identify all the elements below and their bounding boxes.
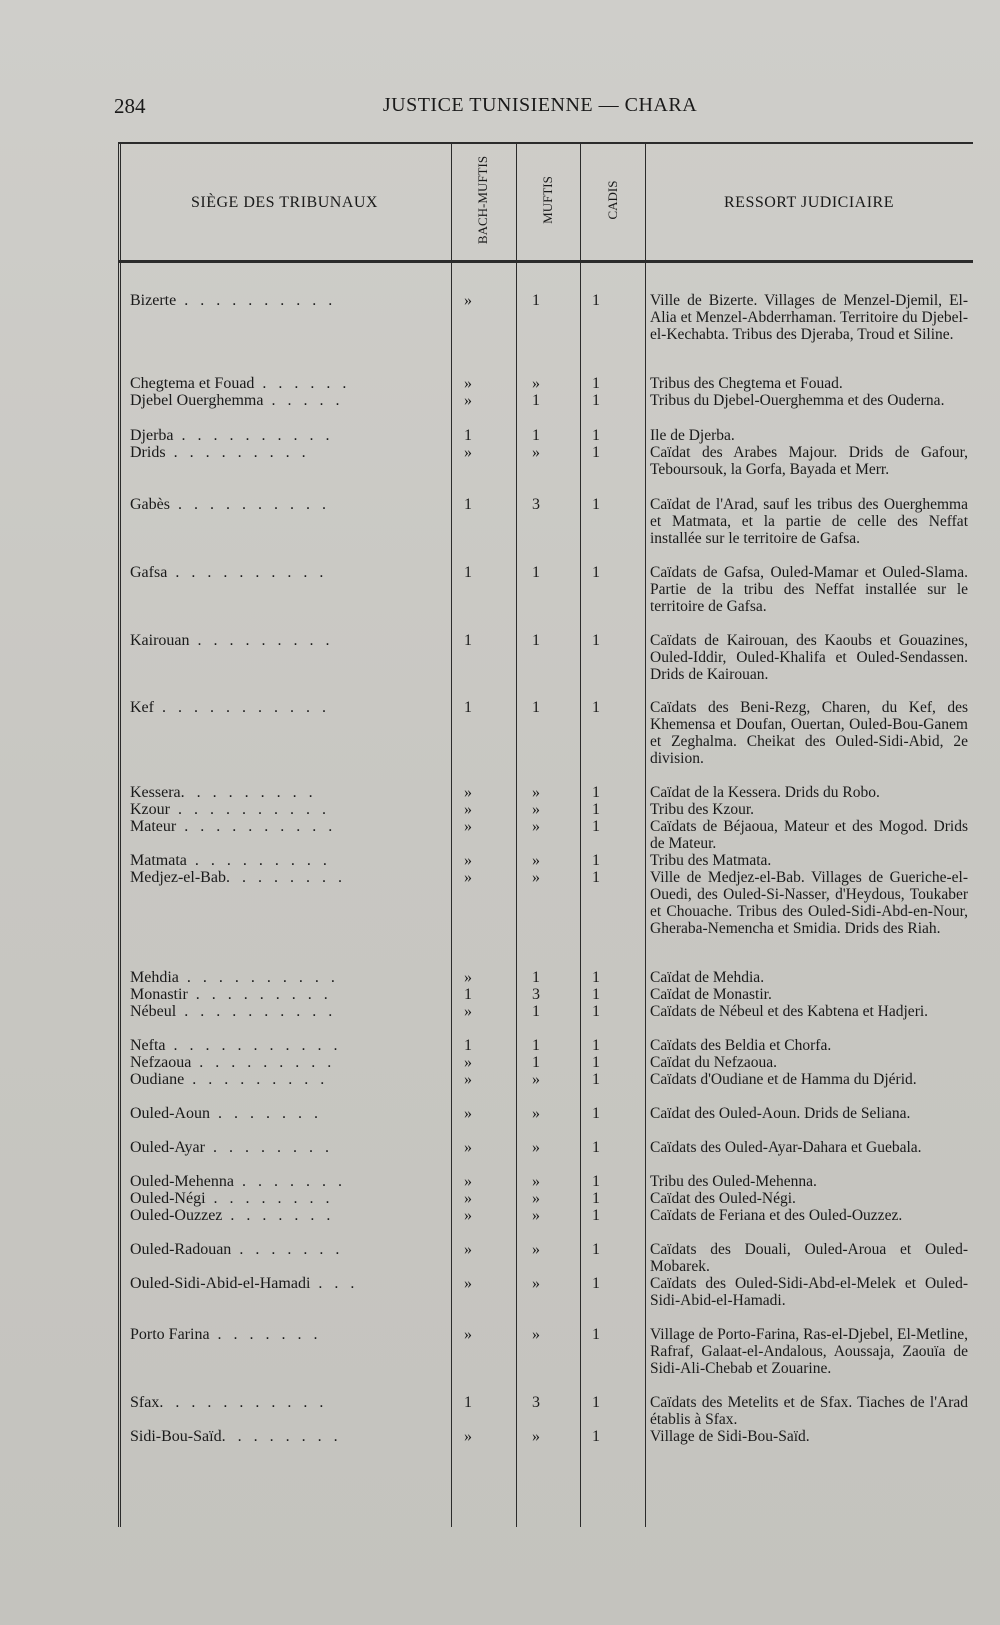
cadi-count: 1: [592, 1071, 600, 1088]
mufti-count: 3: [532, 1394, 540, 1411]
dot-leader: . . . . . . .: [231, 1241, 344, 1258]
dot-leader: . . . . . . . .: [221, 1428, 342, 1445]
jurisdiction-text: Village de Sidi-Bou-Saïd.: [650, 1428, 810, 1445]
dot-leader: . . . . . . . . . .: [178, 969, 339, 986]
seat-cell: [130, 1054, 440, 1071]
seat-cell: [130, 869, 440, 886]
col-divider-1: [451, 142, 452, 1527]
column-header-muftis: MUFTIS: [540, 176, 555, 224]
jurisdiction-text: Caïdats d'Oudiane et de Hamma du Djérid.: [650, 1071, 917, 1088]
cadi-count: 1: [592, 392, 600, 409]
bach-mufti-count: »: [464, 1207, 472, 1224]
seat-cell: [130, 564, 440, 581]
jurisdiction-text: Caïdat du Nefzaoua.: [650, 1054, 777, 1071]
cadi-count: 1: [592, 1394, 600, 1411]
cadi-count: 1: [592, 699, 600, 716]
seat-name: Mateur: [130, 818, 177, 835]
seat-cell: [130, 632, 440, 649]
cadi-count: 1: [592, 1190, 600, 1207]
bach-mufti-count: 1: [464, 986, 472, 1003]
seat-cell: [130, 818, 440, 835]
seat-cell: [130, 292, 440, 309]
seat-cell: [130, 1105, 440, 1122]
mufti-count: »: [532, 1428, 540, 1445]
jurisdiction-text: Caïdats de Gafsa, Ouled-Mamar et Ouled-Slama. Partie de la tribu des Neffat installée sur le territoire de Gafsa.: [650, 564, 968, 615]
seat-cell: [130, 1326, 440, 1343]
mufti-count: 1: [532, 699, 540, 716]
dot-leader: . . . . . . . .: [204, 1139, 333, 1156]
seat-name: Kessera: [130, 784, 181, 801]
cadi-count: 1: [592, 632, 600, 649]
seat-name: Ouled-Négi: [130, 1190, 206, 1207]
bach-mufti-count: »: [464, 1054, 472, 1071]
cadi-count: 1: [592, 1428, 600, 1445]
cadi-count: 1: [592, 1139, 600, 1156]
seat-name: Gafsa: [130, 564, 168, 581]
dot-leader: . . . . . . . . .: [191, 1054, 336, 1071]
mufti-count: 1: [532, 392, 540, 409]
dot-leader: . . . . . . . . . . .: [165, 1037, 342, 1054]
cadi-count: 1: [592, 1275, 600, 1292]
mufti-count: »: [532, 1173, 540, 1190]
seat-cell: [130, 801, 440, 818]
dot-leader: . . . . . . . . .: [187, 986, 332, 1003]
seat-name: Chegtema et Fouad: [130, 375, 255, 392]
dot-leader: . . . . . . . . . . .: [159, 1394, 328, 1411]
jurisdiction-text: Ville de Bizerte. Villages de Menzel-Djemil, El-Alia et Menzel-Abderrhaman. Territoire du Djebel-el-Kechabta. Tribus des Djeraba, Troud et Siline.: [650, 292, 968, 343]
seat-name: Sfax: [130, 1394, 160, 1411]
seat-name: Nébeul: [130, 1003, 177, 1020]
seat-name: Matmata: [130, 852, 187, 869]
seat-name: Kzour: [130, 801, 170, 818]
bach-mufti-count: 1: [464, 564, 472, 581]
dot-leader: . . . . . . .: [209, 1105, 322, 1122]
cadi-count: 1: [592, 818, 600, 835]
seat-name: Ouled-Mehenna: [130, 1173, 234, 1190]
dot-leader: . . . . . .: [254, 375, 351, 392]
page-header: [110, 92, 970, 122]
bach-mufti-count: 1: [464, 1037, 472, 1054]
seat-cell: [130, 375, 440, 392]
seat-cell: [130, 986, 440, 1003]
cadi-count: 1: [592, 1054, 600, 1071]
left-border-inner: [120, 142, 121, 1527]
jurisdiction-text: Caïdat de l'Arad, sauf les tribus des Ouerghemma et Matmata, et la partie de celle des Neffat installée sur le territoire de Gafsa.: [650, 496, 968, 547]
cadi-count: 1: [592, 1173, 600, 1190]
jurisdiction-text: Caïdat de Mehdia.: [650, 969, 765, 986]
jurisdiction-text: Caïdats de Feriana et des Ouled-Ouzzez.: [650, 1207, 903, 1224]
bach-mufti-count: »: [464, 1139, 472, 1156]
column-header-cadis: CADIS: [605, 180, 620, 220]
seat-cell: [130, 1003, 440, 1020]
mufti-count: 3: [532, 986, 540, 1003]
cadi-count: 1: [592, 1326, 600, 1343]
jurisdiction-text: Caïdats des Metelits et de Sfax. Tiaches de l'Arad établis à Sfax.: [650, 1394, 968, 1428]
seat-name: Mehdia: [130, 969, 179, 986]
dot-leader: . . . . . . . .: [225, 869, 346, 886]
tribunals-table: [118, 142, 973, 1527]
cadi-count: 1: [592, 869, 600, 886]
jurisdiction-text: Caïdats de Béjaoua, Mateur et des Mogod. Drids de Mateur.: [650, 818, 968, 852]
seat-cell: [130, 1207, 440, 1224]
cadi-count: 1: [592, 1241, 600, 1258]
dot-leader: . . . . . . . . . . .: [153, 699, 330, 716]
jurisdiction-text: Tribu des Ouled-Mehenna.: [650, 1173, 817, 1190]
mufti-count: 1: [532, 1003, 540, 1020]
jurisdiction-text: Tribus des Chegtema et Fouad.: [650, 375, 843, 392]
mufti-count: »: [532, 1275, 540, 1292]
dot-leader: . . . . . . .: [222, 1207, 335, 1224]
seat-cell: [130, 1275, 440, 1292]
jurisdiction-text: Caïdats de Nébeul et des Kabtena et Hadjeri.: [650, 1003, 929, 1020]
seat-name: Kairouan: [130, 632, 190, 649]
cadi-count: 1: [592, 969, 600, 986]
seat-cell: [130, 1037, 440, 1054]
seat-cell: [130, 1139, 440, 1156]
bach-mufti-count: »: [464, 1428, 472, 1445]
seat-cell: [130, 392, 440, 409]
mufti-count: »: [532, 869, 540, 886]
table-top-rule: [118, 142, 973, 144]
col-divider-2: [516, 142, 517, 1527]
cadi-count: 1: [592, 784, 600, 801]
mufti-count: »: [532, 444, 540, 461]
bach-mufti-count: »: [464, 1173, 472, 1190]
seat-name: Kef: [130, 699, 154, 716]
dot-leader: . . . . . . . . .: [186, 852, 331, 869]
mufti-count: »: [532, 852, 540, 869]
mufti-count: »: [532, 801, 540, 818]
bach-mufti-count: »: [464, 1275, 472, 1292]
seat-cell: [130, 427, 440, 444]
mufti-count: »: [532, 1207, 540, 1224]
seat-cell: [130, 1428, 440, 1445]
mufti-count: 1: [532, 1037, 540, 1054]
dot-leader: . . . . . . . . . .: [169, 496, 330, 513]
dot-leader: . . . . . . . .: [205, 1190, 334, 1207]
mufti-count: »: [532, 1241, 540, 1258]
seat-name: Oudiane: [130, 1071, 185, 1088]
cadi-count: 1: [592, 1207, 600, 1224]
bach-mufti-count: »: [464, 818, 472, 835]
seat-cell: [130, 1190, 440, 1207]
jurisdiction-text: Caïdats des Douali, Ouled-Aroua et Ouled-Mobarek.: [650, 1241, 968, 1275]
seat-name: Ouled-Radouan: [130, 1241, 232, 1258]
dot-leader: . . . . . . . . .: [184, 1071, 329, 1088]
bach-mufti-count: »: [464, 1105, 472, 1122]
seat-name: Drids: [130, 444, 166, 461]
bach-mufti-count: 1: [464, 496, 472, 513]
bach-mufti-count: »: [464, 852, 472, 869]
dot-leader: . . .: [310, 1275, 359, 1292]
column-header-resort: RESSORT JUDICIAIRE: [724, 194, 894, 211]
seat-cell: [130, 496, 440, 513]
seat-cell: [130, 1241, 440, 1258]
dot-leader: . . . . . . . . . .: [176, 818, 337, 835]
bach-mufti-count: »: [464, 1326, 472, 1343]
seat-name: Ouled-Ayar: [130, 1139, 205, 1156]
cadi-count: 1: [592, 986, 600, 1003]
jurisdiction-text: Ile de Djerba.: [650, 427, 735, 444]
seat-cell: [130, 444, 440, 461]
bach-mufti-count: »: [464, 1071, 472, 1088]
bach-mufti-count: »: [464, 801, 472, 818]
dot-leader: . . . . . . . . . .: [173, 427, 334, 444]
seat-name: Bizerte: [130, 292, 177, 309]
header-rule: [118, 260, 973, 263]
cadi-count: 1: [592, 1003, 600, 1020]
mufti-count: »: [532, 818, 540, 835]
mufti-count: »: [532, 1190, 540, 1207]
cadi-count: 1: [592, 427, 600, 444]
dot-leader: . . . . . . . . . .: [176, 1003, 337, 1020]
mufti-count: 1: [532, 1054, 540, 1071]
seat-cell: [130, 969, 440, 986]
bach-mufti-count: 1: [464, 1394, 472, 1411]
jurisdiction-text: Caïdats des Ouled-Sidi-Abd-el-Melek et Ouled-Sidi-Abid-el-Hamadi.: [650, 1275, 968, 1309]
jurisdiction-text: Caïdat des Ouled-Négi.: [650, 1190, 796, 1207]
cadi-count: 1: [592, 1105, 600, 1122]
dot-leader: . . . . . . .: [233, 1173, 346, 1190]
seat-name: Nefzaoua: [130, 1054, 192, 1071]
mufti-count: 3: [532, 496, 540, 513]
seat-cell: [130, 699, 440, 716]
col-divider-4: [645, 142, 646, 1527]
column-header-seat: SIÈGE DES TRIBUNAUX: [191, 194, 378, 211]
seat-name: Sidi-Bou-Saïd: [130, 1428, 222, 1445]
cadi-count: 1: [592, 496, 600, 513]
dot-leader: . . . . . . . . .: [165, 444, 310, 461]
dot-leader: . . . . . . . . . .: [176, 292, 337, 309]
jurisdiction-text: Caïdats de Kairouan, des Kaoubs et Gouazines, Ouled-Iddir, Ouled-Khalifa et Ouled-Sendassen. Drids de Kairouan.: [650, 632, 968, 683]
jurisdiction-text: Caïdats des Beni-Rezg, Charen, du Kef, des Khemensa et Doufan, Ouertan, Ouled-Bou-Ganem et Zeghalma. Cheikat des Ouled-Sidi-Abid, 2e division.: [650, 699, 968, 767]
jurisdiction-text: Caïdats des Beldia et Chorfa.: [650, 1037, 832, 1054]
page-number: 284: [114, 94, 146, 118]
seat-name: Porto Farina: [130, 1326, 210, 1343]
seat-name: Ouled-Ouzzez: [130, 1207, 223, 1224]
mufti-count: »: [532, 375, 540, 392]
running-title: JUSTICE TUNISIENNE — CHARA: [382, 94, 698, 116]
cadi-count: 1: [592, 852, 600, 869]
seat-name: Nefta: [130, 1037, 166, 1054]
mufti-count: »: [532, 1139, 540, 1156]
seat-name: Medjez-el-Bab: [130, 869, 226, 886]
bach-mufti-count: »: [464, 444, 472, 461]
dot-leader: . . . . .: [263, 392, 344, 409]
dot-leader: . . . . . . . . . .: [167, 564, 328, 581]
bach-mufti-count: 1: [464, 632, 472, 649]
bach-mufti-count: »: [464, 375, 472, 392]
mufti-count: »: [532, 784, 540, 801]
jurisdiction-text: Caïdat des Ouled-Aoun. Drids de Seliana.: [650, 1105, 911, 1122]
cadi-count: 1: [592, 444, 600, 461]
cadi-count: 1: [592, 375, 600, 392]
seat-cell: [130, 1394, 440, 1411]
bach-mufti-count: »: [464, 969, 472, 986]
bach-mufti-count: »: [464, 392, 472, 409]
seat-cell: [130, 784, 440, 801]
cadi-count: 1: [592, 801, 600, 818]
bach-mufti-count: »: [464, 1003, 472, 1020]
jurisdiction-text: Tribu des Matmata.: [650, 852, 772, 869]
jurisdiction-text: Caïdat de la Kessera. Drids du Robo.: [650, 784, 880, 801]
bach-mufti-count: »: [464, 1190, 472, 1207]
mufti-count: 1: [532, 564, 540, 581]
jurisdiction-text: Caïdats des Ouled-Ayar-Dahara et Guebala.: [650, 1139, 922, 1156]
jurisdiction-text: Tribu des Kzour.: [650, 801, 755, 818]
seat-name: Ouled-Sidi-Abid-el-Hamadi: [130, 1275, 311, 1292]
mufti-count: »: [532, 1105, 540, 1122]
dot-leader: . . . . . . .: [209, 1326, 322, 1343]
mufti-count: »: [532, 1071, 540, 1088]
jurisdiction-text: Tribus du Djebel-Ouerghemma et des Ouderna.: [650, 392, 945, 409]
column-header-bach-muftis: BACH-MUFTIS: [475, 155, 490, 245]
seat-name: Djebel Ouerghemma: [130, 392, 264, 409]
mufti-count: 1: [532, 427, 540, 444]
seat-name: Djerba: [130, 427, 174, 444]
bach-mufti-count: »: [464, 1241, 472, 1258]
cadi-count: 1: [592, 564, 600, 581]
dot-leader: . . . . . . . . .: [180, 784, 317, 801]
seat-name: Monastir: [130, 986, 188, 1003]
bach-mufti-count: 1: [464, 699, 472, 716]
bach-mufti-count: »: [464, 869, 472, 886]
seat-cell: [130, 1173, 440, 1190]
seat-name: Gabès: [130, 496, 170, 513]
mufti-count: »: [532, 1326, 540, 1343]
dot-leader: . . . . . . . . .: [189, 632, 334, 649]
left-border: [118, 142, 119, 1527]
dot-leader: . . . . . . . . . .: [169, 801, 330, 818]
jurisdiction-text: Caïdat de Monastir.: [650, 986, 772, 1003]
bach-mufti-count: »: [464, 292, 472, 309]
bach-mufti-count: 1: [464, 427, 472, 444]
mufti-count: 1: [532, 292, 540, 309]
mufti-count: 1: [532, 969, 540, 986]
seat-cell: [130, 852, 440, 869]
cadi-count: 1: [592, 1037, 600, 1054]
mufti-count: 1: [532, 632, 540, 649]
bach-mufti-count: »: [464, 784, 472, 801]
jurisdiction-text: Ville de Medjez-el-Bab. Villages de Gueriche-el-Ouedi, des Ouled-Si-Nasser, d'Heydous, Toukaber et Chouache. Tribus des Ouled-Sidi-Abd-en-Nour, Gheraba-Nemencha et Smidia. Drids des Riah.: [650, 869, 968, 937]
cadi-count: 1: [592, 292, 600, 309]
seat-cell: [130, 1071, 440, 1088]
seat-name: Ouled-Aoun: [130, 1105, 210, 1122]
jurisdiction-text: Caïdat des Arabes Majour. Drids de Gafour, Teboursouk, la Gorfa, Bayada et Merr.: [650, 444, 968, 478]
jurisdiction-text: Village de Porto-Farina, Ras-el-Djebel, El-Metline, Rafraf, Galaat-el-Andalous, Aoussaja, Zaouïa de Sidi-Ali-Chebab et Zouarine.: [650, 1326, 969, 1377]
